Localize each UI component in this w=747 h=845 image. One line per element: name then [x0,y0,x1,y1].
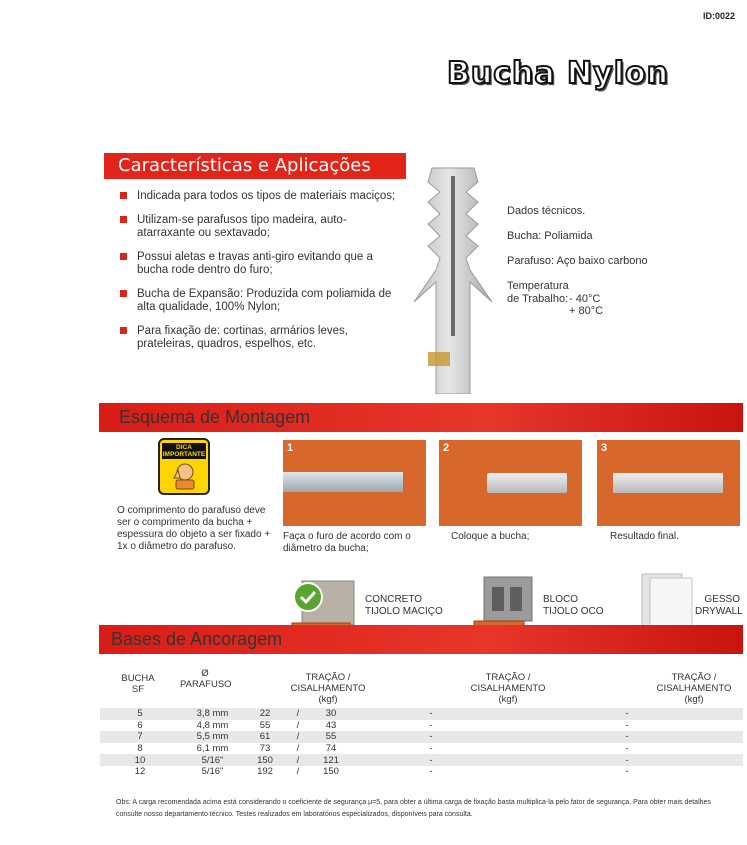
cell-bucha: 12 [134,766,146,778]
tracao-label: TRAÇÃO / CISALHAMENTO [470,672,546,694]
cell-base-2-value: - [351,754,511,766]
feature-item [120,325,400,351]
document-id: ID:0022 [703,11,736,21]
tech-bucha: Bucha: Poliamida [507,230,593,242]
cell-bucha: 6 [137,719,143,731]
diameter-symbol: Ø [201,668,209,679]
material-block-label [543,594,604,618]
cell-tracao: 55 [259,719,271,731]
parafuso-label: PARAFUSO [180,679,232,690]
col-header-parafuso [180,668,230,690]
material-line: GESSO [704,594,740,605]
cell-bucha: 5 [100,708,180,720]
step-number: 2 [443,442,450,454]
table-row [100,720,743,732]
cell-separator: / [296,719,300,731]
material-line: CONCRETO [365,594,423,605]
cell-base-2-value: - [429,766,433,778]
feature-item [120,214,400,240]
unit-label: (kgf) [318,694,338,705]
cell-base-3-value: - [625,766,629,778]
cell-bucha: 8 [137,743,143,755]
temperature-label: Temperatura de Trabalho: [507,280,569,305]
material-drywall-label [695,594,743,618]
cell-separator: / [285,731,311,743]
bullet-icon [120,327,127,334]
tech-title: Dados técnicos. [507,205,586,217]
cell-base-2-value: - [351,708,511,720]
step-3-caption: Resultado final. [610,531,679,542]
features-header: Características e Aplicações [104,153,406,179]
unit-label: (kgf) [498,694,518,705]
tracao-label: TRAÇÃO / CISALHAMENTO [290,672,366,694]
table-row [100,731,743,743]
step-number: 1 [287,442,294,454]
cell-base-2-value: - [429,719,433,731]
step-number: 3 [601,442,608,454]
material-line: TIJOLO MACIÇO [365,606,443,617]
cell-base-3-value: - [511,708,743,720]
cell-parafuso: 5/16" [180,754,245,766]
cell-separator: / [296,743,300,755]
feature-text: Bucha de Expansão: Produzida com poliamida de alta qualidade, 100% Nylon; [137,288,392,313]
cell-cisalhamento: 150 [323,766,339,778]
bullet-icon [120,192,127,199]
screw-fixed-icon [613,473,723,493]
material-line: TIJOLO OCO [543,606,604,617]
cell-bucha: 10 [100,754,180,766]
tip-badge [158,438,210,495]
feature-text: Para fixação de: cortinas, armários leves, prateleiras, quadros, espelhos, etc. [137,325,348,350]
table-row [100,766,743,778]
feature-text: Indicada para todos os tipos de materiais maciços; [137,190,396,202]
feature-text: Possui aletas e travas anti-giro evitando que a bucha rode dentro do furo; [137,251,373,276]
cell-tracao: 192 [257,766,273,778]
cell-parafuso: 4,8 mm [196,719,229,731]
cell-base-2-value: - [351,731,511,743]
technical-data [507,205,648,317]
feature-item [120,288,400,314]
material-line: BLOCO [543,594,579,605]
cell-base-3-value: - [511,754,743,766]
feature-item [120,190,400,203]
bullet-icon [120,253,127,260]
features-list [120,190,400,362]
col-header-tracao-3 [634,672,747,705]
bullet-icon [120,290,127,297]
drill-bit-icon [283,472,403,492]
cell-parafuso: 6,1 mm [196,743,229,755]
material-line: DRYWALL [695,606,743,617]
step-1-caption: Faça o furo de acordo com o diâmetro da bucha; [283,531,411,554]
col-header-tracao-2 [448,672,568,705]
cell-bucha: 7 [100,731,180,743]
thumbs-up-icon [172,462,198,490]
cell-cisalhamento: 43 [325,719,337,731]
cell-cisalhamento: 121 [311,754,351,766]
cell-base-2-value: - [429,743,433,755]
feature-item [120,251,400,277]
observation-note: Obs: A carga recomendada acima está considerando o coeficiente de segurança μ=5, para obter a última carga de fixação basta multiplica-la pelo fator de segurança. Para obter mais detalhes consulte nosso departamento técnico. Testes realizados em laboratórios especializados, disponíveis para consulta. [116,799,711,818]
cell-cisalhamento: 55 [311,731,351,743]
cell-base-3-value: - [625,743,629,755]
tracao-label: TRAÇÃO / CISALHAMENTO [656,672,732,694]
step-1-image [283,440,426,526]
cell-base-3-value: - [511,731,743,743]
cell-parafuso: 5,5 mm [180,731,245,743]
nylon-anchor-image [408,162,498,394]
cell-tracao: 73 [259,743,271,755]
tip-text: O comprimento do parafuso deve ser o comprimento da bucha + espessura do objeto a ser fixado + 1x o diâmetro do parafuso. [117,505,271,552]
cell-tracao: 61 [245,731,285,743]
feature-text: Utilizam-se parafusos tipo madeira, auto-atarraxante ou sextavado; [137,214,347,239]
mounting-header: Esquema de Montagem [99,403,743,432]
cell-tracao: 150 [245,754,285,766]
cell-parafuso: 3,8 mm [180,708,245,720]
page-title: Bucha Nylon [447,56,669,91]
spec-table [100,708,743,778]
anchor-inserted-icon [487,473,567,493]
bullet-icon [120,216,127,223]
col-header-bucha: BUCHA SF [121,673,155,695]
temperature-max: + 80°C [569,305,604,317]
cell-tracao: 22 [245,708,285,720]
tip-badge-label: DICA IMPORTANTE [162,444,206,458]
step-2-image [439,440,582,526]
cell-separator: / [296,766,300,778]
table-row [100,743,743,755]
cell-separator: / [285,754,311,766]
step-3-image [597,440,740,526]
table-row [100,708,743,720]
unit-label: (kgf) [684,694,704,705]
step-2-caption: Coloque a bucha; [451,531,530,542]
anchoring-header: Bases de Ancoragem [99,625,743,654]
tech-parafuso: Parafuso: Aço baixo carbono [507,255,648,267]
cell-cisalhamento: 74 [325,743,337,755]
cell-separator: / [285,708,311,720]
tech-temperature [507,280,648,317]
table-row [100,754,743,766]
cell-base-3-value: - [625,719,629,731]
material-concrete-label [365,594,443,618]
temperature-min: - 40°C [569,293,601,305]
col-header-tracao-1 [268,672,388,705]
cell-cisalhamento: 30 [311,708,351,720]
cell-parafuso: 5/16" [201,766,224,778]
